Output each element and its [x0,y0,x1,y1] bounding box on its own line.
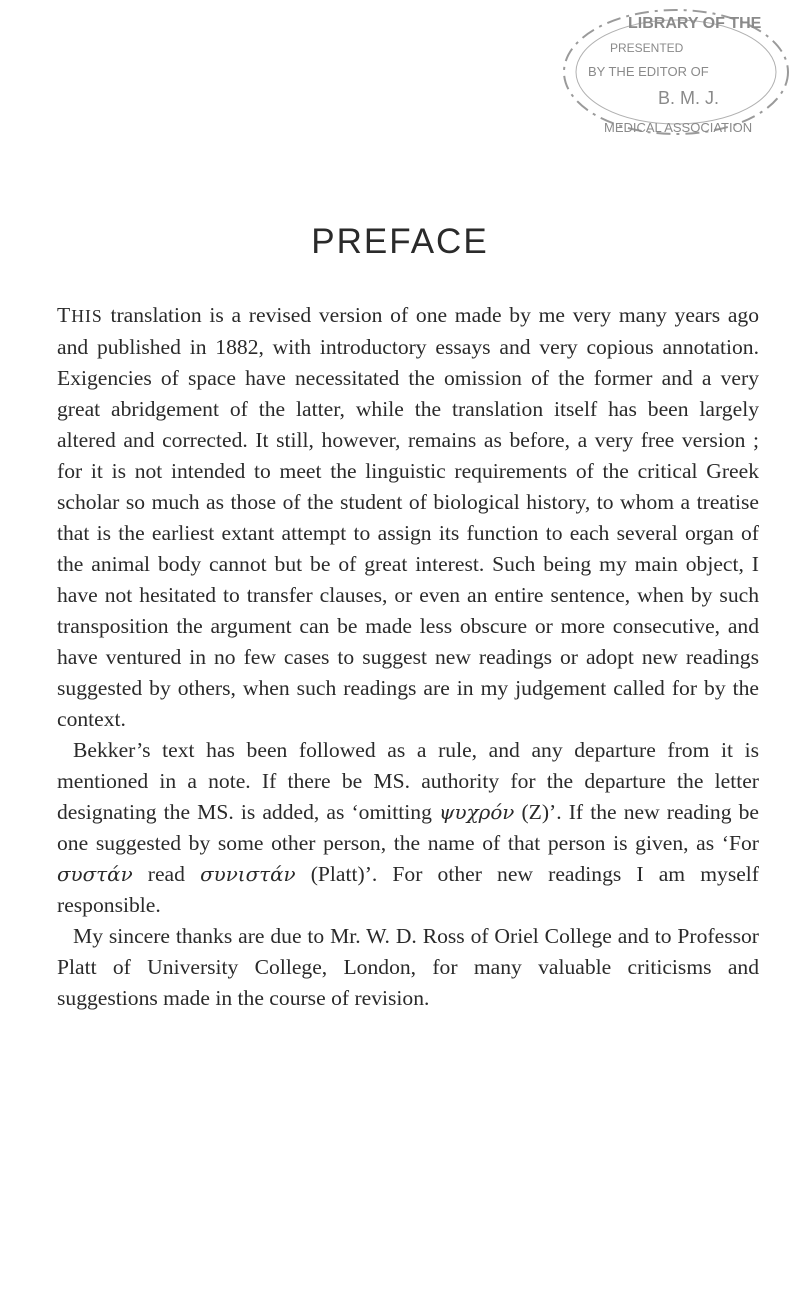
greek-word-3: συνιστάν [200,863,296,886]
library-stamp [548,0,800,150]
stamp-line-3: BY THE EDITOR OF [588,64,709,79]
small-caps-lead: HIS [71,306,103,326]
stamp-line-5: MEDICAL ASSOCIATION [604,120,753,135]
paragraph-2-text-a: Bekker’s text has been followed as a rule, and any departure from it is mentioned in a note. If there be MS. authority for the departure the letter designating the MS. is added, as ‘omitting [57,738,759,824]
paragraph-2-text-b: (Z)’. If the new reading be one suggested by some other person, the name of that person is given, as ‘For [57,800,760,855]
drop-initial: T [57,303,72,327]
greek-word-2: συστάν [57,863,133,886]
preface-body [57,300,759,1014]
stamp-line-2: PRESENTED [610,41,684,55]
stamp-line-4: B. M. J. [658,88,720,108]
stamp-graphic [548,0,800,150]
paragraph-3: My sincere thanks are due to Mr. W. D. Ross of Oriel College and to Professor Platt of University College, London, for many valuable criticisms and suggestions made in the course of revision. [57,924,759,1010]
paragraph-1-text: translation is a revised version of one made by me very many years ago and published in 1882, with introductory essays and very copious annotation. Exigencies of space have necessitated the omission of the former and a very great abridgement of the latter, while the translation itself has been largely altered and corrected. It still, however, remains as before, a very free version ; for it is not intended to meet the linguistic requirements of the critical Greek scholar so much as those of the student of biological history, to whom a treatise that is the earliest extant attempt to assign its function to each several organ of the animal body cannot but be of great interest. Such being my main object, I have not hesitated to transfer clauses, or even an entire sentence, when by such transposition the argument can be made less obscure or more consecutive, and have ventured in no few cases to suggest new readings or adopt new readings suggested by others, when such readings are in my judgement called for by the context. [57,303,759,731]
paragraph-2-text-c: read [132,862,201,886]
stamp-line-1: LIBRARY OF THE [628,15,762,32]
page-title: PREFACE [311,222,489,261]
paragraph-2 [57,735,759,921]
paragraph-2-text-d: (Platt)’. For other new readings I am myself responsible. [57,862,759,917]
greek-word-1: ψυχρόν [438,801,515,824]
paragraph-1 [57,300,759,735]
